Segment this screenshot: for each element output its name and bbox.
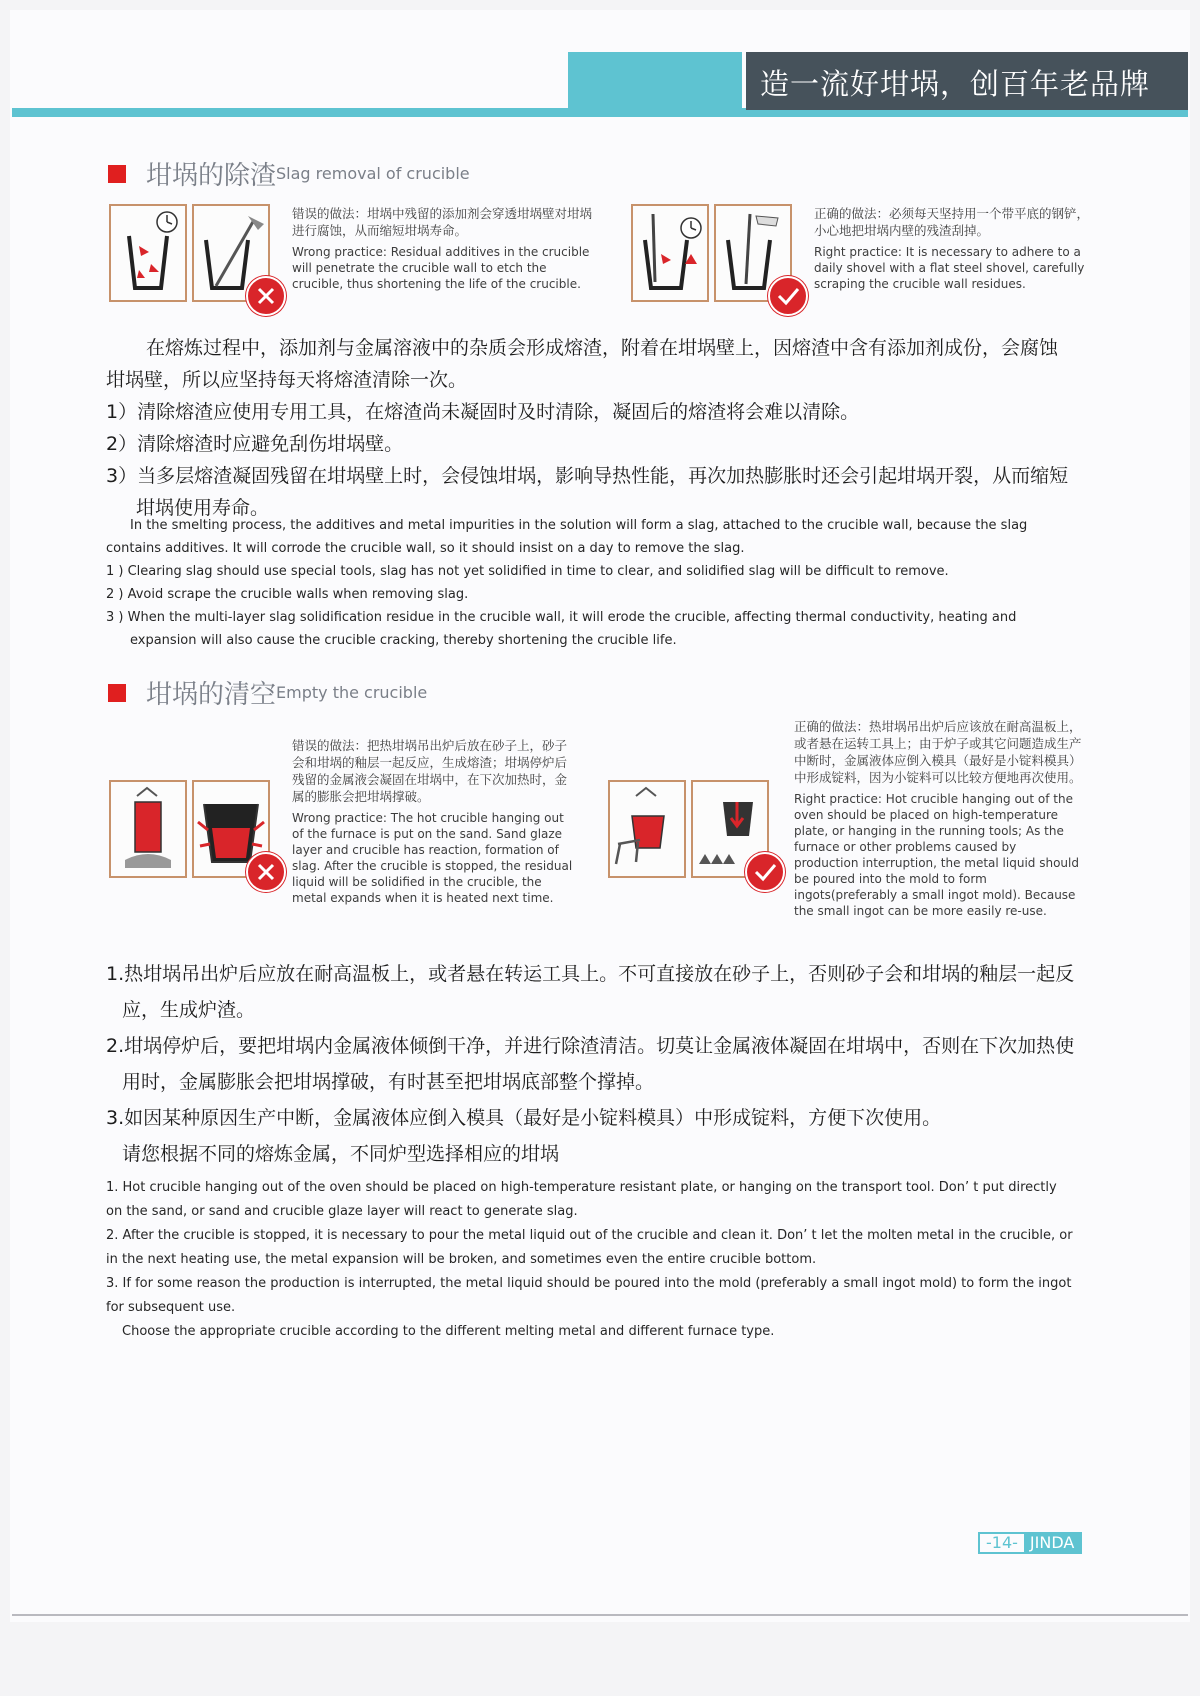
section1-body-en <box>106 514 1076 652</box>
page-footer <box>978 1532 1082 1554</box>
crucible-on-sand-illustration <box>109 780 187 878</box>
section2-body-en-item: 1. Hot crucible hanging out of the oven should be placed on high-temperature resistant plate, or hanging on the transport tool. Don’ t put directly on the sand, or sand and crucible glaze layer will react to generate slag. <box>106 1180 1057 1219</box>
section1-right-caption <box>814 205 1094 297</box>
section2-body-cn-item: 1.热坩埚吊出炉后应放在耐高温板上，或者悬在转运工具上。不可直接放在砂子上，否则砂子会和坩埚的釉层一起反应，生成炉渣。 <box>106 963 1075 1021</box>
section1-wrong-en: Wrong practice: Residual additives in the crucible will penetrate the crucible wall to etch the crucible, thus shortening the life of the crucible. <box>292 245 590 291</box>
brand-label: JINDA <box>1024 1534 1080 1552</box>
right-check-icon <box>745 852 785 892</box>
crucible-scraping-illustration <box>631 204 709 302</box>
section1-body-cn-item: 2）清除熔渣时应避免刮伤坩埚壁。 <box>106 433 404 455</box>
section2-body-en-item: 3. If for some reason the production is interrupted, the metal liquid should be poured into the mold (preferably a small ingot mold) to form the ingot for subsequent use. <box>106 1276 1072 1315</box>
section2-wrong-en: Wrong practice: The hot crucible hanging out of the furnace is put on the sand. Sand glaze layer and crucible has reaction, formation of slag. After the crucible is stopped, the residual liquid will be solidified in the crucible, the metal expands when it is heated next time. <box>292 811 573 905</box>
crucible-on-stand-illustration <box>608 780 686 878</box>
section1-heading <box>108 155 470 192</box>
header-title: 造一流好坩埚，创百年老品牌 <box>760 67 1151 101</box>
section2-heading <box>108 674 427 711</box>
section1-right-cn: 正确的做法：必须每天坚持用一个带平底的钢铲，小心地把坩埚内壁的残渣刮掉。 <box>814 206 1090 238</box>
section1-body-en-item: 2 ) Avoid scrape the crucible walls when removing slag. <box>106 587 469 602</box>
section2-body-en-closing: Choose the appropriate crucible according to the different melting metal and different furnace type. <box>122 1324 775 1339</box>
section2-right-en: Right practice: Hot crucible hanging out of the oven should be placed on high-temperature plate, or hanging in the running tools; As the furnace or other problems caused by production interruption, the metal liquid should be poured into the mold to form ingots(preferably a small ingot mold). Because the small ingot can be more easily re-use. <box>794 792 1079 918</box>
wrong-x-icon <box>246 852 286 892</box>
section-bullet-icon <box>108 684 126 702</box>
section2-body-cn-closing: 请您根据不同的熔炼金属，不同炉型选择相应的坩埚 <box>122 1143 560 1165</box>
section2-wrong-caption <box>292 737 577 911</box>
section2-body-cn-item: 3.如因某种原因生产中断，金属液体应倒入模具（最好是小锭料模具）中形成锭料，方便下次使用。 <box>106 1107 942 1129</box>
section2-right-caption <box>794 718 1084 924</box>
section2-body-cn-item: 2.坩埚停炉后，要把坩埚内金属液体倾倒干净，并进行除渣清洁。切莫让金属液体凝固在坩埚中，否则在下次加热使用时，金属膨胀会把坩埚撑破，有时甚至把坩埚底部整个撑掉。 <box>106 1035 1075 1093</box>
section1-title-cn: 坩埚的除渣 <box>146 161 277 191</box>
header-accent-block <box>568 52 742 110</box>
section1-right-en: Right practice: It is necessary to adhere to a daily shovel with a flat steel shovel, carefully scraping the crucible wall residues. <box>814 245 1085 291</box>
section1-title-en: Slag removal of crucible <box>276 164 470 183</box>
bottom-divider <box>12 1614 1188 1616</box>
section1-body-cn-item: 3）当多层熔渣凝固残留在坩埚壁上时，会侵蚀坩埚，影响导热性能，再次加热膨胀时还会引起坩埚开裂，从而缩短坩埚使用寿命。 <box>106 465 1069 519</box>
section2-body-en-item: 2. After the crucible is stopped, it is necessary to pour the metal liquid out of the crucible and clean it. Don’ t let the molten metal in the crucible, or in the next heating use, the metal expansion will be broken, and sometimes even the entire crucible bottom. <box>106 1228 1073 1267</box>
section-bullet-icon <box>108 165 126 183</box>
wrong-x-icon <box>246 276 286 316</box>
section1-body-en-intro: In the smelting process, the additives and metal impurities in the solution will form a slag, attached to the crucible wall, because the slag contains additives. It will corrode the crucible wall, so it should insist on a day to remove the slag. <box>106 518 1028 556</box>
section1-wrong-caption <box>292 205 597 297</box>
section1-body-en-item: 1 ) Clearing slag should use special tools, slag has not yet solidified in time to clear, and solidified slag will be difficult to remove. <box>106 564 949 579</box>
section2-wrong-cn: 错误的做法：把热坩埚吊出炉后放在砂子上，砂子会和坩埚的釉层一起反应，生成熔渣；坩埚停炉后残留的金属液会凝固在坩埚中，在下次加热时，金属的膨胀会把坩埚撑破。 <box>292 738 568 804</box>
page-number: -14- <box>980 1534 1024 1552</box>
section2-title-cn: 坩埚的清空 <box>146 680 277 710</box>
section2-body-cn <box>106 956 1076 1172</box>
section1-body-en-item: 3 ) When the multi-layer slag solidification residue in the crucible wall, it will erode the crucible, affecting thermal conductivity, heating and expansion will also cause the crucible cracking, thereby shortening the crucible life. <box>106 610 1017 648</box>
section1-body-cn-intro: 在熔炼过程中，添加剂与金属溶液中的杂质会形成熔渣，附着在坩埚壁上，因熔渣中含有添加剂成份，会腐蚀坩埚壁，所以应坚持每天将熔渣清除一次。 <box>106 337 1059 391</box>
right-check-icon <box>768 276 808 316</box>
section2-title-en: Empty the crucible <box>276 683 428 702</box>
section2-right-cn: 正确的做法：热坩埚吊出炉后应该放在耐高温板上，或者悬在运转工具上；由于炉子或其它问题造成生产中断时，金属液体应倒入模具（最好是小锭料模具）中形成锭料，因为小锭料可以比较方便地再次使用。 <box>794 719 1082 785</box>
section1-body-cn <box>106 332 1076 524</box>
section2-body-en <box>106 1176 1076 1344</box>
section1-wrong-cn: 错误的做法：坩埚中残留的添加剂会穿透坩埚壁对坩埚进行腐蚀，从而缩短坩埚寿命。 <box>292 206 593 238</box>
section1-body-cn-item: 1）清除熔渣应使用专用工具，在熔渣尚未凝固时及时清除，凝固后的熔渣将会难以清除。 <box>106 401 860 423</box>
crucible-with-timer-illustration <box>109 204 187 302</box>
